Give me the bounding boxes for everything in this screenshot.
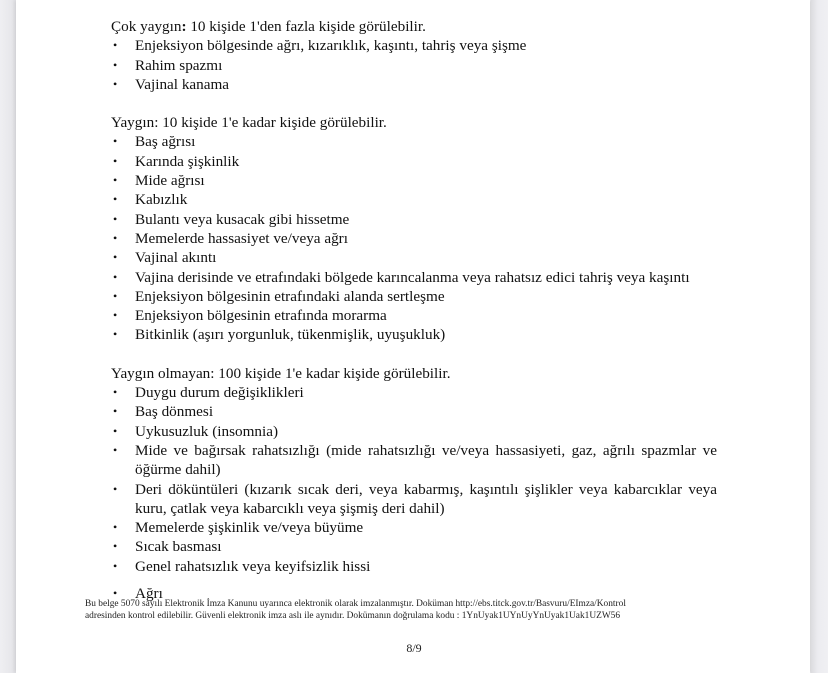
e-signature-notice-line1: Bu belge 5070 sayılı Elektronik İmza Kanunu uyarınca elektronik olarak imzalanmıştır. Doküman http://ebs.titck.gov.tr/Basvuru/EImza/Kontrol [85,599,626,609]
list-item: • Vajinal kanama [113,75,230,93]
list-item-overlapping: • Ağrı [113,585,163,602]
list-item: • Mide ağrısı [113,172,205,190]
bullet-icon: • [113,520,118,535]
bullet-icon: • [113,250,118,265]
list-common [111,132,717,344]
list-item: • Enjeksiyon bölgesinde ağrı, kızarıklık, kaşıntı, tahriş veya şişme [113,37,527,55]
section-heading-uncommon: Yaygın olmayan: 100 kişide 1'e kadar kişide görülebilir. [111,364,451,382]
bullet-icon: • [113,586,118,600]
list-item: • Rahim spazmı [113,56,223,74]
bullet-icon: • [113,481,118,496]
list-item: • Mide ve bağırsak rahatsızlığı (mide rahatsızlığı ve/veya hassasiyeti, gaz, ağrılı spazmlar ve öğürme dahil) [113,441,717,479]
section-heading-very-common: Çok yaygın: 10 kişide 1'den fazla kişide görülebilir. [111,18,426,35]
bullet-icon: • [113,308,118,323]
bullet-icon: • [113,442,118,457]
list-item: • Baş ağrısı [113,133,196,151]
bullet-icon: • [113,76,118,91]
bullet-icon: • [113,404,118,419]
list-item: • Kabızlık [113,191,188,209]
bullet-icon: • [113,269,118,284]
bullet-icon: • [113,57,118,72]
list-item: • Memelerde hassasiyet ve/veya ağrı [113,229,348,247]
bullet-icon: • [113,288,118,303]
list-item: • Vajina derisinde ve etrafındaki bölgede karıncalanma veya rahatsız edici tahriş veya kaşıntı [113,268,690,286]
bullet-icon: • [113,173,118,188]
bullet-icon: • [113,230,118,245]
list-item: • Vajinal akıntı [113,249,217,267]
list-item: • Enjeksiyon bölgesinin etrafında morarma [113,307,387,325]
page-number: 8/9 [406,641,422,655]
list-item: • Deri döküntüleri (kızarık sıcak deri, veya kabarmış, kaşıntılı şişlikler veya kabarcıklar veya kuru, çatlak veya kabarcıklı veya şişmiş deri dahil) [113,480,717,517]
viewer-left-edge [0,0,16,673]
page-content [111,17,717,576]
list-uncommon [111,383,717,576]
list-item: • Genel rahatsızlık veya keyifsizlik hissi [113,557,371,575]
viewer-right-edge [811,0,828,673]
spacer [111,94,717,113]
bullet-icon: • [113,134,118,149]
bullet-icon: • [113,38,118,53]
list-item: • Enjeksiyon bölgesinin etrafındaki alanda sertleşme [113,287,445,305]
bullet-icon: • [113,423,118,438]
e-signature-notice-line2: adresinden kontrol edilebilir. Güvenli elektronik imza aslı ile aynıdır. Dokümanın doğrulama kodu : 1YnUyak1UYnUyYnUyak1Uak1UZW56 [85,611,621,621]
list-item: • Baş dönmesi [113,403,214,421]
list-very-common [111,36,717,94]
section-heading-common: Yaygın: 10 kişide 1'e kadar kişide görülebilir. [111,114,387,132]
bullet-icon: • [113,558,118,573]
e-signature-notice [85,598,725,622]
list-item: • Memelerde şişkinlik ve/veya büyüme [113,519,364,537]
bullet-icon: • [113,385,118,400]
list-item: • Sıcak basması [113,538,222,556]
bullet-icon: • [113,327,118,342]
list-item: • Uykusuzluk (insomnia) [113,422,278,440]
bullet-icon: • [113,192,118,207]
bullet-icon: • [113,153,118,168]
spacer [111,345,717,364]
list-item: • Bitkinlik (aşırı yorgunluk, tükenmişlik, uyuşukluk) [113,326,446,344]
list-item: • Karında şişkinlik [113,152,240,170]
list-item: • Duygu durum değişiklikleri [113,384,304,402]
list-item: • Bulantı veya kusacak gibi hissetme [113,210,350,228]
bullet-icon: • [113,211,118,226]
bullet-icon: • [113,539,118,554]
